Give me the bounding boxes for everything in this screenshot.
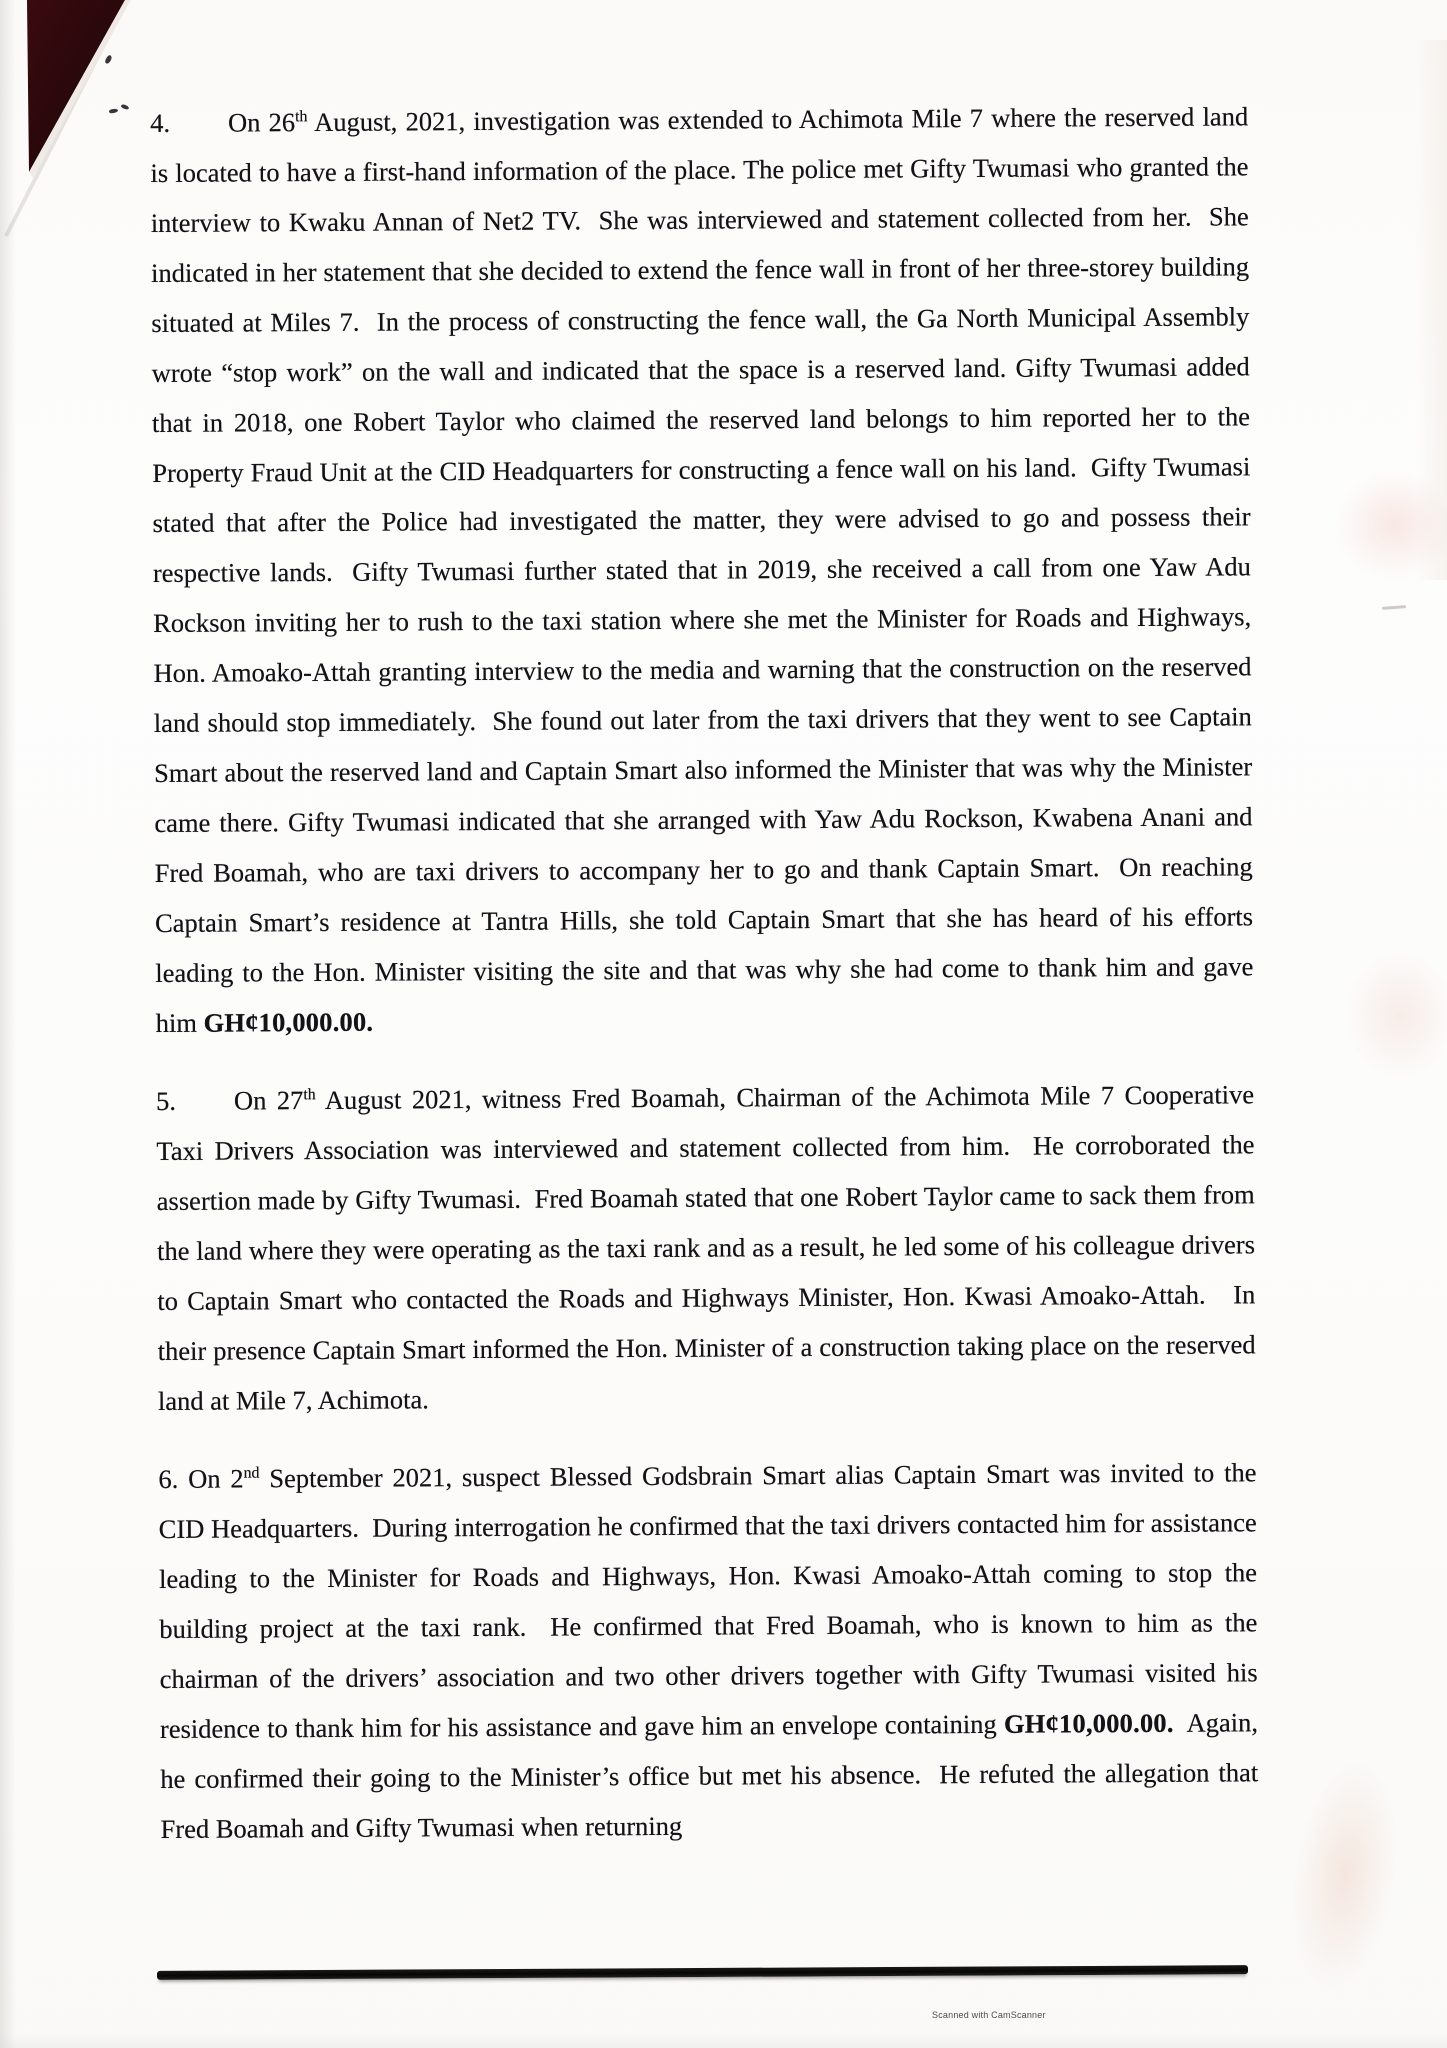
scan-smudge: [1345, 950, 1447, 1080]
scan-edge-shadow-left: [0, 0, 16, 2048]
fold-triangle: [27, 0, 125, 172]
scan-smudge: [1335, 470, 1447, 580]
paragraph-4: 4. On 26th August, 2021, investigation was extended to Achimota Mile 7 where the reserved land is located to have a first-hand information of the place. The police met Gifty Twumasi who granted the interview to Kwaku Annan of Net2 TV. She was interviewed and statement collected from her. She indicated in her statement that she decided to extend the fence wall in front of her three-storey building situated at Miles 7. In the process of constructing the fence wall, the Ga North Municipal Assembly wrote “stop work” on the wall and indicated that the space is a reserved land. Gifty Twumasi added that in 2018, one Robert Taylor who claimed the reserved land belongs to him reported her to the Property Fraud Unit at the CID Headquarters for constructing a fence wall on his land. Gifty Twumasi stated that after the Police had investigated the matter, they were advised to go and possess their respective lands. Gifty Twumasi further stated that in 2019, she received a call from one Yaw Adu Rockson inviting her to rush to the taxi station where she met the Minister for Roads and Highways, Hon. Amoako-Attah granting interview to the media and warning that the construction on the reserved land should stop immediately. She found out later from the taxi drivers that they went to see Captain Smart about the reserved land and Captain Smart also informed the Minister that was why the Minister came there. Gifty Twumasi indicated that she arranged with Yaw Adu Rockson, Kwabena Anani and Fred Boamah, who are taxi drivers to accompany her to go and thank Captain Smart. On reaching Captain Smart’s residence at Tantra Hills, she told Captain Smart that she has heard of his efforts leading to the Hon. Minister visiting the site and that was why she had come to thank him and gave him GH¢10,000.00.: [150, 101, 1254, 1038]
folded-corner: [0, 0, 160, 250]
scan-smudge: [1279, 1754, 1410, 1996]
scan-smudge: [1415, 40, 1447, 580]
paragraph-6: 6. On 2nd September 2021, suspect Blessed Godsbrain Smart alias Captain Smart was invited to the CID Headquarters. During interrogation he confirmed that the taxi drivers contacted him for assistance leading to the Minister for Roads and Highways, Hon. Kwasi Amoako-Attah coming to stop the building project at the taxi rank. He confirmed that Fred Boamah, who is known to him as the chairman of the drivers’ association and two other drivers together with Gifty Twumasi visited his residence to thank him for his assistance and gave him an envelope containing GH¢10,000.00. Again, he confirmed their going to the Minister’s office but met his absence. He refuted the allegation that Fred Boamah and Gifty Twumasi when returning: [158, 1457, 1259, 1844]
paragraph-5: 5. On 27th August 2021, witness Fred Boamah, Chairman of the Achimota Mile 7 Cooperative Taxi Drivers Association was interviewed and statement collected from him. He corroborated the assertion made by Gifty Twumasi. Fred Boamah stated that one Robert Taylor came to sack them from the land where they were operating as the taxi rank and as a result, he led some of his colleague drivers to Captain Smart who contacted the Roads and Highways Minister, Hon. Kwasi Amoako-Attah. In their presence Captain Smart informed the Hon. Minister of a construction taking place on the reserved land at Mile 7, Achimota.: [156, 1079, 1256, 1416]
separator-line: [157, 1965, 1248, 1980]
body-text: [150, 91, 1259, 1882]
scan-edge-shadow-bottom: [0, 2034, 1447, 2048]
crease-mark: [1382, 605, 1406, 610]
scanner-watermark: Scanned with CamScanner: [932, 2010, 1046, 2020]
